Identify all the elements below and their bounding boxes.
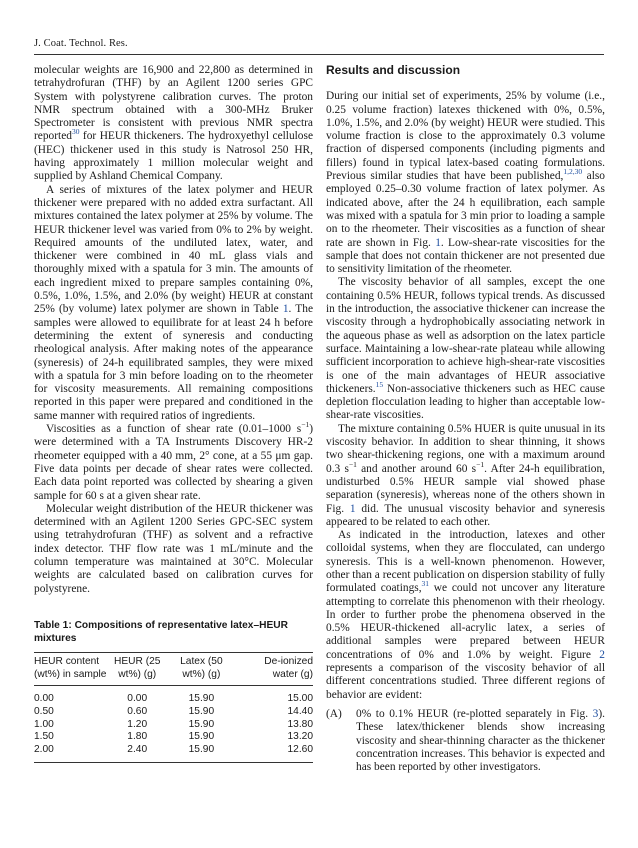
citation-link[interactable]: 30 <box>71 127 80 137</box>
table-bottom-rule <box>34 762 313 763</box>
citation-link[interactable]: 1,2,30 <box>563 167 583 177</box>
table-cell: 2.00 <box>34 744 54 756</box>
text: The viscosity behavior of all samples, except the one containing 0.5% HEUR, follows typical trends. As discussed in the introduction, the associative thickener can increase the viscosity through a hydrophobically associating network in the aqueous phase as well as adsorption on the latex particle surface. Maintaining a low-shear-rate plateau while allowing sufficient incorporation to achieve high-shear-rate viscosities is one of the main advantages of HEUR associative thickeners. <box>326 276 605 395</box>
text: . The samples were allowed to equilibrate for at least 24 h before determining the extent of syneresis and conducting rheological analysis. After making notes of the appearance (syneresis) of 24-h equilibrated samples, they were mixed with a spatula for 3 min before loading on to the rheometer for viscosity measurements. All remaining compositions reported in this paper were prepared and conditioned in the same manner with required ratios of ingredients. <box>34 303 314 422</box>
figure-link[interactable]: 1 <box>349 502 356 515</box>
figure-link[interactable]: 1 <box>435 236 441 249</box>
section-title: Results and discussion <box>326 63 461 77</box>
text: for HEUR thickeners. The hydroxyethyl cellulose (HEC) thickener used in this study is Natrosol 250 HR, having approximately 1 million molecular weight and supplied by Ashland Chemical Company. <box>34 130 313 183</box>
left-column <box>34 64 313 596</box>
header-line: HEUR (25 <box>114 656 161 667</box>
superscript: −1 <box>301 420 310 430</box>
table-row <box>34 744 313 762</box>
superscript: −1 <box>348 459 357 469</box>
paragraph-mixtures <box>34 184 313 423</box>
composition-table <box>34 653 313 762</box>
table-cell: 15.00 <box>287 693 313 704</box>
table-cell: 15.90 <box>188 693 215 704</box>
table-cell: 1.50 <box>34 731 54 743</box>
text: ) were determined with a TA Instruments Discovery HR-2 rheometer equipped with a 40 mm, 2° cone, at a 55 μm gap. Five data points per decade of shear rates were collected. Each data point reported was collected by shearing a given sample for 60 s at a given shear rate. <box>34 423 313 502</box>
running-header: J. Coat. Technol. Res. <box>34 38 128 49</box>
text: represents a comparison of the viscosity behavior of all different concentrations studied. Three different regions of behavior are evident: <box>326 662 605 701</box>
header-line: De-ionized <box>264 656 313 667</box>
text: and another around 60 s <box>356 462 477 475</box>
header-line: Latex (50 <box>180 656 223 667</box>
superscript: −1 <box>476 459 485 469</box>
table-cell: 0.50 <box>34 705 54 717</box>
text: did. The unusual viscosity behavior and syneresis appeared to be related to each other. <box>326 502 605 528</box>
table-cell: 14.40 <box>287 705 313 717</box>
table-row <box>34 686 313 706</box>
text: also employed 0.25–0.30 volume fraction of latex polymer. As indicated above, after the 24 h equilibration, each sample was mixed with a spatula for 3 min prior to loading a sample on to the rheometer. Their viscosities as a function of shear rate are shown in Fig. <box>326 170 605 249</box>
list-item-a <box>326 708 605 774</box>
text: 0% to 0.1% HEUR (re-plotted separately in Fig. <box>356 707 593 720</box>
column-header <box>235 653 313 686</box>
text: Non-associative thickeners such as HEC cause depletion flocculation leading to higher than acceptable low-shear-rate viscosities. <box>326 382 605 422</box>
figure-link[interactable]: 3 <box>592 707 599 720</box>
header-line: HEUR content <box>34 656 100 667</box>
right-column <box>326 64 605 774</box>
table-cell: 13.80 <box>287 718 313 730</box>
table-cell: 13.20 <box>287 731 313 743</box>
paragraph-molecular-weight: Molecular weight distribution of the HEUR thickener was determined with an Agilent 1200 Series GPC-SEC system using tetrahydrofuran (THF) as solvent and a refractive index detector. THF flow rate was 1 mL/minute and the column temperature was maintained at 30°C. Molecular weights are calculated based on calibration curves for polystyrene. <box>34 502 313 595</box>
paragraph-syneresis <box>326 529 605 702</box>
text: As indicated in the introduction, latexes and other colloidal systems, when they are flocculated, can undergo syneresis. This is a well-known phenomenon. However, other than a recent publication on dispersion stability of fully formulated coatings, <box>326 529 605 595</box>
table-cell: 1.20 <box>127 718 148 730</box>
header-line: water (g) <box>272 669 313 680</box>
table-cell: 15.90 <box>188 744 215 756</box>
table-cell: 2.40 <box>127 744 148 756</box>
header-line: wt%) (g) <box>182 669 221 680</box>
paragraph-viscosities <box>34 420 313 503</box>
citation-link[interactable]: 15 <box>375 380 384 390</box>
text: . Low-shear-rate viscosities for the sample that does not contain thickener are not presented due to sensitivity limitation of the rheometer. <box>326 236 605 276</box>
table-row <box>34 731 313 744</box>
header-rule <box>34 54 604 55</box>
text: A series of mixtures of the latex polymer and HEUR thickener were prepared with no added extra surfactant. All mixtures contained the latex polymer at 25% by volume. The HEUR thickener level was varied from 0% to 2% by weight. Required amounts of the undiluted latex, water, and thickener were combined in 40 mL glass vials and thoroughly mixed with a spatula for 3 min. The amounts of each ingredient mixed to prepare samples containing 0%, 0.5%, 1.0%, 1.5%, and 2.0% (by weight) HEUR at constant 25% (by volume) latex polymer are shown in Table <box>34 183 313 316</box>
text: . After 24-h equilibration, undisturbed 0.5% HEUR sample vial showed phase separation (syneresis), whereas none of the others shown in Fig. <box>326 462 605 515</box>
column-header <box>168 653 235 686</box>
table-1 <box>34 620 313 763</box>
paragraph-materials <box>34 64 313 184</box>
table-cell: 1.80 <box>127 731 148 743</box>
list-text <box>356 708 605 774</box>
header-line: (wt%) in sample <box>34 669 107 680</box>
text: The mixture containing 0.5% HUER is quite unusual in its viscosity behavior. In addition to shear thinning, it shows two shear-thickening regions, one with a maximum around 0.3 s <box>326 422 606 475</box>
table-cell: 15.90 <box>188 731 215 743</box>
table-cell: 12.60 <box>287 744 313 756</box>
citation-link[interactable]: 31 <box>421 579 430 589</box>
paragraph-viscosity-behavior <box>326 276 605 422</box>
table-row <box>34 719 313 732</box>
paragraph-unusual-mixture <box>326 423 605 529</box>
figure-link[interactable]: 2 <box>599 648 605 661</box>
text: we could not uncover any literature attempting to correlate this phenomenon with their rheology. In order to further probe the phenomena observed in the 0.5% HEUR-thickened all-acrylic latex, a series of additional samples were prepared between HEUR concentrations of 0% and 1.0% by weight. Figure <box>326 582 605 661</box>
text: During our initial set of experiments, 25% by volume (i.e., 0.25 volume fraction) latexes thickened with 0%, 0.5%, 1.0%, 1.5%, and 2.0% (by weight) HEUR were studied. This volume fraction is close to the approximately 0.3 volume fraction of dispersed components (including pigments and fillers) found in typical latex-based coating formulations. Previous similar studies that have been published, <box>326 90 605 183</box>
table-cell: 0.60 <box>127 705 148 717</box>
table-row <box>34 706 313 719</box>
table-header-row <box>34 653 313 686</box>
table-cell: 0.00 <box>34 693 54 704</box>
paragraph-initial-experiments <box>326 90 605 276</box>
table-cell: 15.90 <box>188 705 215 717</box>
text: ). These latex/thickener blends show increasing viscosity and shear-thinning character as the thickener concentration increases. This behavior is expected and has been reported by other investigators. <box>356 707 605 774</box>
table-cell: 1.00 <box>34 718 54 730</box>
table-link[interactable]: 1 <box>282 303 289 316</box>
table-cell: 15.90 <box>188 718 215 730</box>
text: molecular weights are 16,900 and 22,800 as determined in tetrahydrofuran (THF) by an Agilent 1200 series GPC System with polystyrene calibration curves. The proton NMR spectrum obtained with a 300-MHz Bruker Spectrometer is consistent with previous NMR spectra reported <box>34 64 313 143</box>
header-line: wt%) (g) <box>118 669 157 680</box>
table-caption: Table 1: Compositions of representative latex–HEUR mixtures <box>34 620 288 644</box>
column-header <box>34 653 107 686</box>
text: Viscosities as a function of shear rate (0.01–1000 s <box>46 423 302 436</box>
column-header <box>107 653 168 686</box>
list-label: (A) <box>326 707 342 720</box>
table-cell: 0.00 <box>127 693 148 704</box>
